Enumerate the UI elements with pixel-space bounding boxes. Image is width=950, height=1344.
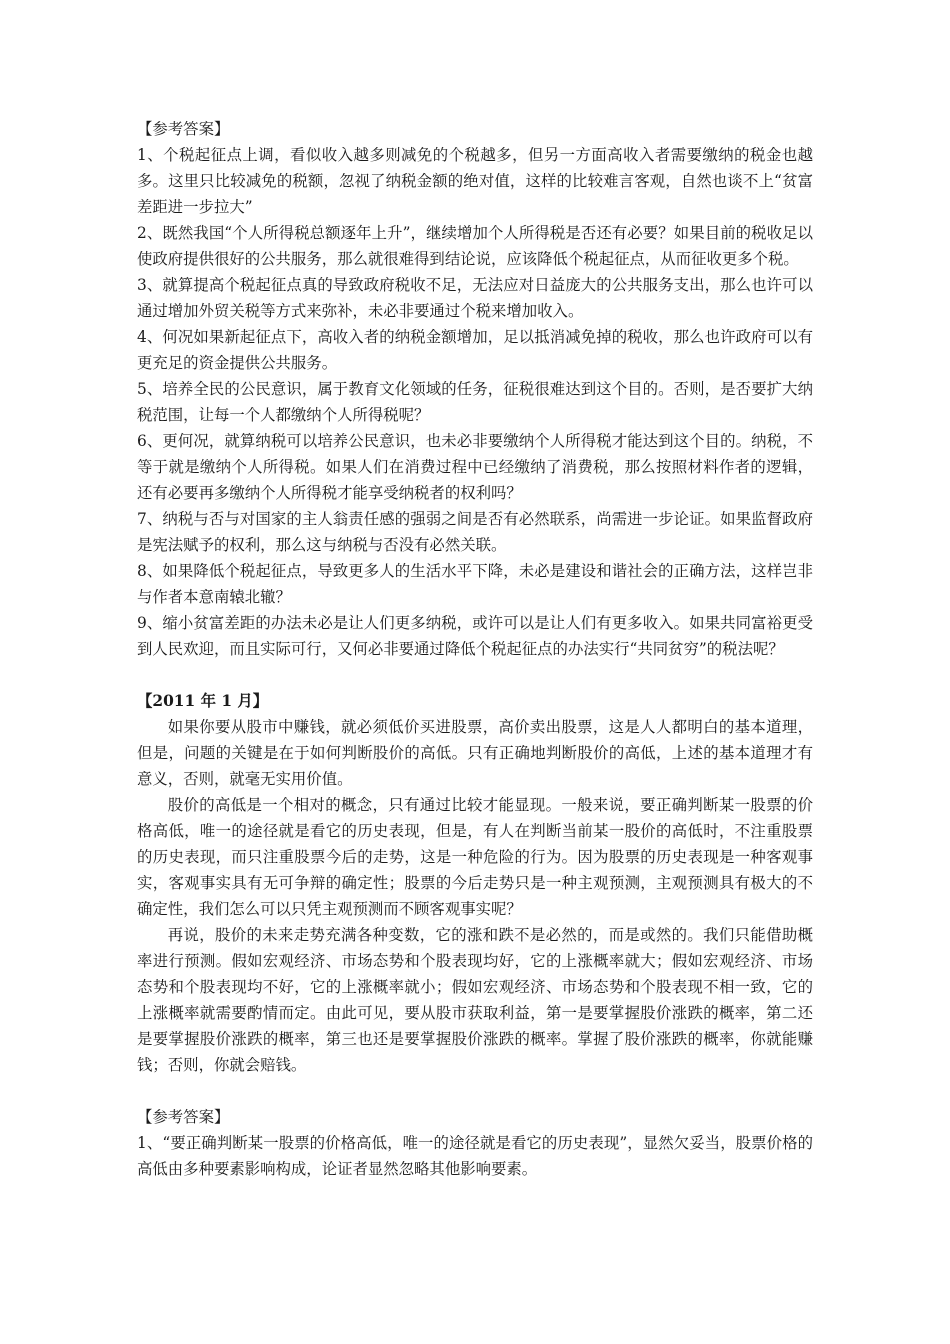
answer-item-5: 5、培养全民的公民意识，属于教育文化领域的任务，征税很难达到这个目的。否则，是否要扩大纳税范围，让每一个人都缴纳个人所得税呢？ xyxy=(137,380,813,424)
answer-item-8: 8、如果降低个税起征点，导致更多人的生活水平下降，未必是建设和谐社会的正确方法，这样岂非与作者本意南辕北辙？ xyxy=(137,562,813,606)
answer-heading-2: 【参考答案】 xyxy=(137,1108,230,1126)
exam-date-heading: 【2011 年 1 月】 xyxy=(137,692,269,710)
answer2-item-1: 1、“要正确判断某一股票的价格高低，唯一的途径就是看它的历史表现”，显然欠妥当，股票价格的高低由多种要素影响构成，论证者显然忽略其他影响要素。 xyxy=(137,1134,813,1178)
answer-item-4: 4、何况如果新起征点下，高收入者的纳税金额增加，足以抵消减免掉的税收，那么也许政府可以有更充足的资金提供公共服务。 xyxy=(137,328,813,372)
answer-item-2: 2、既然我国“个人所得税总额逐年上升”，继续增加个人所得税是否还有必要？如果目前的税收足以使政府提供很好的公共服务，那么就很难得到结论说，应该降低个税起征点，从而征收更多个税。 xyxy=(137,224,813,268)
answer-item-1: 1、个税起征点上调，看似收入越多则减免的个税越多，但另一方面高收入者需要缴纳的税金也越多。这里只比较减免的税额，忽视了纳税金额的绝对值，这样的比较难言客观，自然也谈不上“贫富差距进一步拉大” xyxy=(137,146,813,216)
answer-item-3: 3、就算提高个税起征点真的导致政府税收不足，无法应对日益庞大的公共服务支出，那么也许可以通过增加外贸关税等方式来弥补，未必非要通过个税来增加收入。 xyxy=(137,276,813,320)
answer-item-6: 6、更何况，就算纳税可以培养公民意识，也未必非要缴纳个人所得税才能达到这个目的。纳税，不等于就是缴纳个人所得税。如果人们在消费过程中已经缴纳了消费税，那么按照材料作者的逻辑，还有必要再多缴纳个人所得税才能享受纳税者的权利吗？ xyxy=(137,432,813,502)
passage-paragraph-1: 如果你要从股市中赚钱，就必须低价买进股票，高价卖出股票，这是人人都明白的基本道理，但是，问题的关键是在于如何判断股价的高低。只有正确地判断股价的高低，上述的基本道理才有意义，否则，就毫无实用价值。 xyxy=(137,718,813,788)
answer-heading: 【参考答案】 xyxy=(137,120,230,138)
document-page xyxy=(137,116,813,1182)
section-spacer xyxy=(137,662,813,688)
passage-paragraph-2: 股价的高低是一个相对的概念，只有通过比较才能显现。一般来说，要正确判断某一股票的价格高低，唯一的途径就是看它的历史表现，但是，有人在判断当前某一股价的高低时，不注重股票的历史表现，而只注重股票今后的走势，这是一种危险的行为。因为股票的历史表现是一种客观事实，客观事实具有无可争辩的确定性；股票的今后走势只是一种主观预测，主观预测具有极大的不确定性，我们怎么可以只凭主观预测而不顾客观事实呢？ xyxy=(137,796,813,918)
passage-paragraph-3: 再说，股价的未来走势充满各种变数，它的涨和跌不是必然的，而是或然的。我们只能借助概率进行预测。假如宏观经济、市场态势和个股表现均好，它的上涨概率就大；假如宏观经济、市场态势和个股表现均不好，它的上涨概率就小；假如宏观经济、市场态势和个股表现不相一致，它的上涨概率就需要酌情而定。由此可见，要从股市获取利益，第一是要掌握股价涨跌的概率，第二还是要掌握股价涨跌的概率，第三也还是要掌握股价涨跌的概率。掌握了股价涨跌的概率，你就能赚钱；否则，你就会赔钱。 xyxy=(137,926,813,1074)
section-spacer xyxy=(137,1078,813,1104)
answer-item-7: 7、纳税与否与对国家的主人翁责任感的强弱之间是否有必然联系，尚需进一步论证。如果监督政府是宪法赋予的权利，那么这与纳税与否没有必然关联。 xyxy=(137,510,813,554)
answer-item-9: 9、缩小贫富差距的办法未必是让人们更多纳税，或许可以是让人们有更多收入。如果共同富裕更受到人民欢迎，而且实际可行，又何必非要通过降低个税起征点的办法实行“共同贫穷”的税法呢？ xyxy=(137,614,813,658)
